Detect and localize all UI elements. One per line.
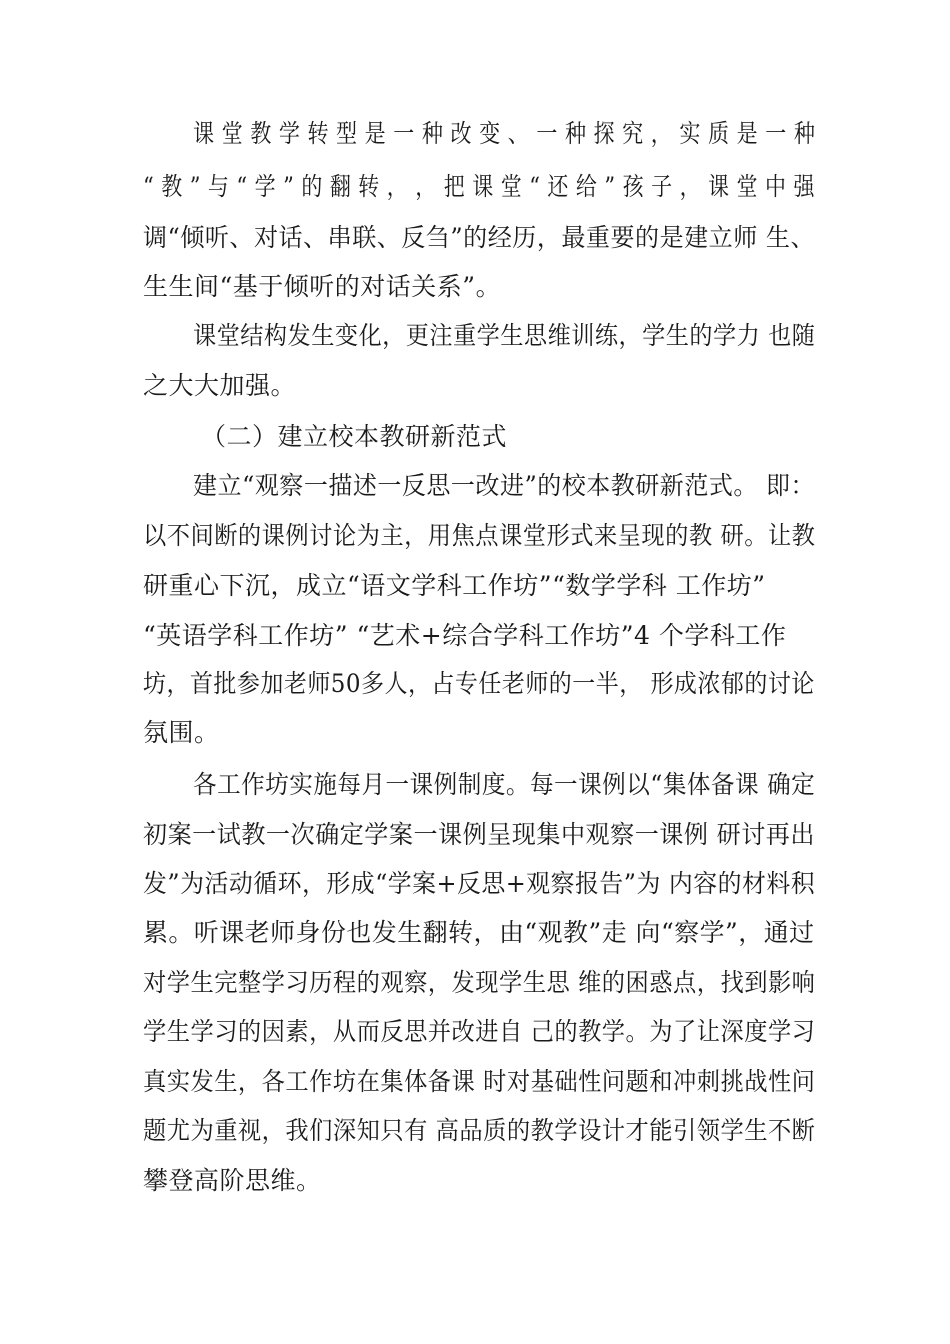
paragraph-4-line-7: 真实发生，各工作坊在集体备课 时对基础性问题和冲刺挑战性问 xyxy=(143,1067,816,1096)
paragraph-4-line-1: 各工作坊实施每月一课例制度。每一课例以“集体备课 确定 xyxy=(193,770,816,799)
paragraph-4-line-8: 题尤为重视，我们深知只有 高品质的教学设计才能引领学生不断 xyxy=(143,1116,816,1145)
paragraph-4-line-9: 攀登高阶思维。 xyxy=(143,1166,322,1195)
paragraph-3-line-5: 坊，首批参加老师50多人，占专任老师的一半， 形成浓郁的讨论 xyxy=(143,669,815,698)
paragraph-1-line-1: 课 堂 教 学 转 型 是 一 种 改 变 、 一 种 探 究 ， 实 质 是 一 种 xyxy=(193,119,816,148)
paragraph-2-line-1: 课堂结构发生变化，更注重学生思维训练，学生的学力 也随 xyxy=(193,321,816,350)
paragraph-4-line-2: 初案一试教一次确定学案一课例呈现集中观察一课例 研讨再出 xyxy=(143,820,815,849)
section-heading: （二）建立校本教研新范式 xyxy=(201,422,508,451)
paragraph-1-line-4: 生生间“基于倾听的对话关系”。 xyxy=(143,272,502,301)
paragraph-1-line-3: 调“倾听、对话、串联、反刍”的经历，最重要的是建立师 生、 xyxy=(143,223,816,252)
paragraph-1-line-2: “ 教 ” 与 “ 学 ” 的 翻 转 ， ， 把 课 堂 “ 还 给 ” 孩 子 ， 课 堂 中 强 xyxy=(143,172,815,201)
paragraph-3-line-3: 研重心下沉，成立“语文学科工作坊”“数学学科 工作坊” xyxy=(143,571,766,600)
paragraph-4-line-5: 对学生完整学习历程的观察，发现学生思 维的困惑点，找到影响 xyxy=(143,968,816,997)
paragraph-3-line-4: “英语学科工作坊” “艺术+综合学科工作坊”4 个学科工作 xyxy=(143,621,787,650)
paragraph-4-line-3: 发”为活动循环，形成“学案+反思+观察报告”为 内容的材料积 xyxy=(143,869,816,898)
paragraph-2-line-2: 之大大加强。 xyxy=(143,371,297,400)
paragraph-3-line-2: 以不间断的课例讨论为主，用焦点课堂形式来呈现的教 研。让教 xyxy=(143,521,816,550)
paragraph-3-line-6: 氛围。 xyxy=(143,718,220,747)
paragraph-3-line-1: 建立“观察一描述一反思一改进”的校本教研新范式。 即： xyxy=(193,471,816,500)
paragraph-4-line-4: 累。听课老师身份也发生翻转，由“观教”走 向“察学”，通过 xyxy=(143,918,815,947)
paragraph-4-line-6: 学生学习的因素，从而反思并改进自 己的教学。为了让深度学习 xyxy=(143,1017,816,1046)
